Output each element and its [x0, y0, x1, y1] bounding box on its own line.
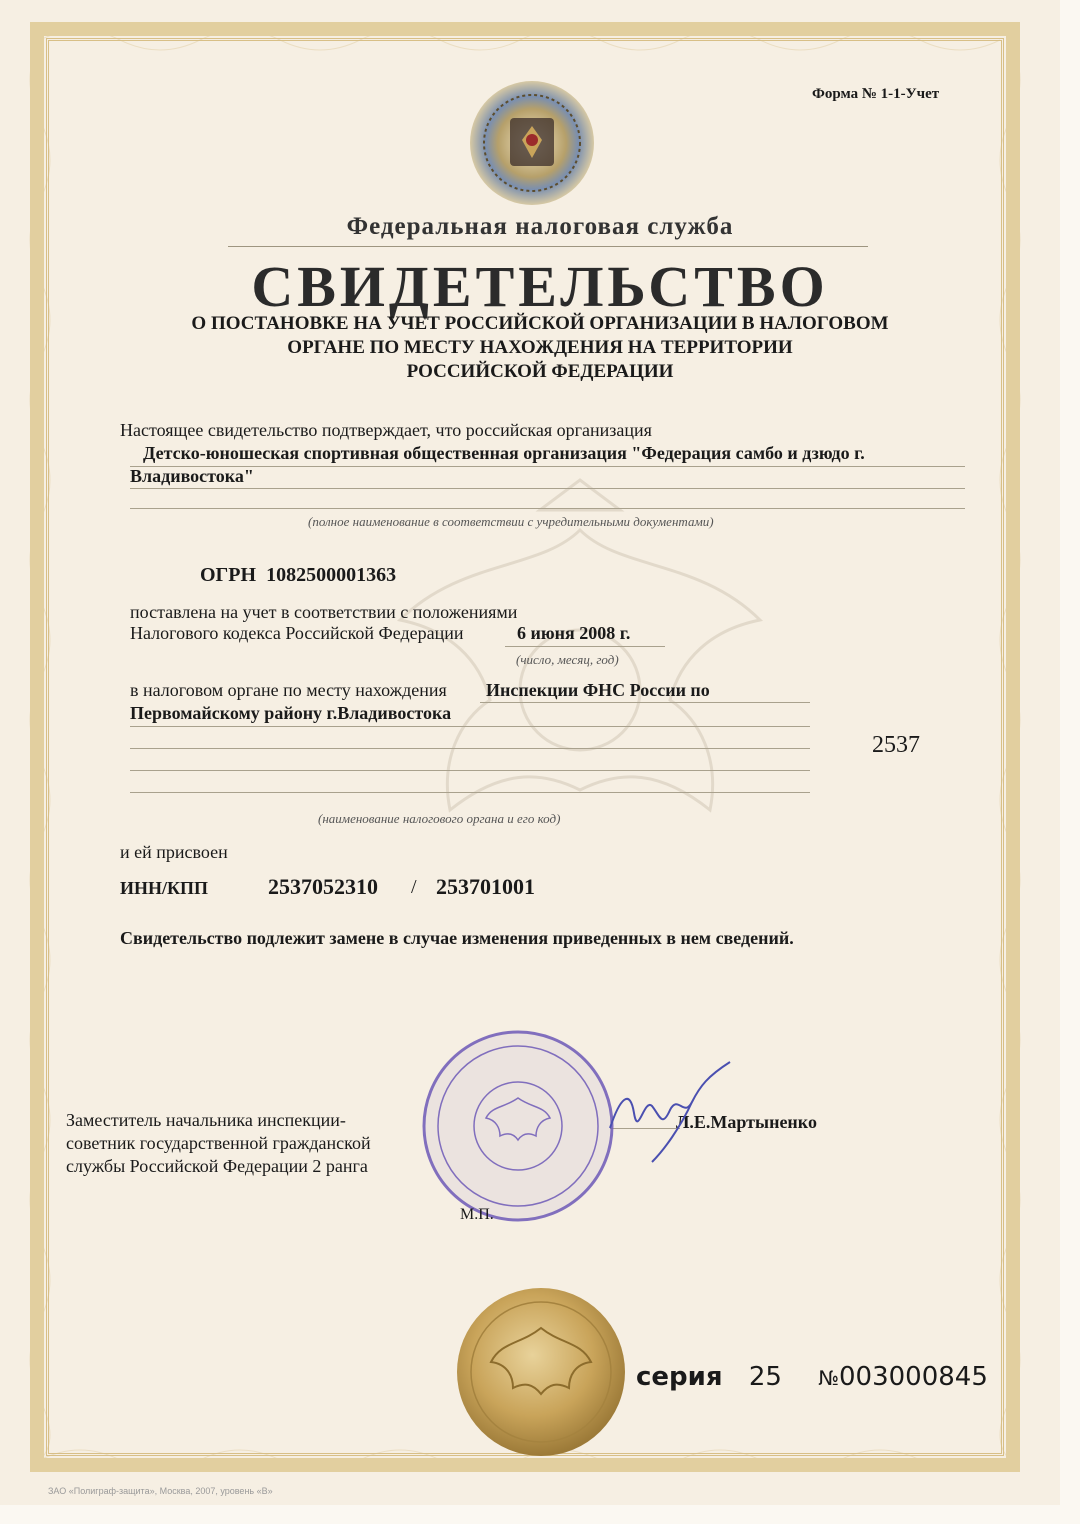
registration-date: 6 июня 2008 г.	[517, 623, 631, 643]
organization-name-line1: Детско-юношеская спортивная общественная организация "Федерация самбо и дзюдо г.	[143, 443, 865, 463]
series-label: серия	[636, 1362, 723, 1392]
hologram-emblem-icon	[467, 78, 597, 208]
gold-seal-icon	[455, 1286, 627, 1458]
underline	[505, 646, 665, 647]
inn-kpp-separator: /	[411, 876, 417, 898]
underline	[480, 702, 810, 703]
blank-series-number	[636, 1362, 988, 1392]
intro-text: Настоящее свидетельство подтверждает, что российская организация	[120, 420, 652, 440]
ogrn-value: 1082500001363	[266, 564, 397, 586]
form-number: Форма № 1-1-Учет	[812, 86, 940, 102]
official-stamp-icon	[420, 1028, 616, 1224]
registered-text: поставлена на учет в соответствии с положениями	[130, 602, 518, 622]
underline	[130, 488, 965, 489]
underline	[130, 508, 965, 509]
authority-name-line2: Первомайскому району г.Владивостока	[130, 703, 452, 723]
underline	[130, 466, 965, 467]
authority-prefix: в налоговом органе по месту нахождения	[130, 680, 447, 700]
tax-code-text: Налогового кодекса Российской Федерации	[130, 623, 464, 643]
authority-caption: (наименование налогового органа и его код)	[318, 811, 561, 826]
subtitle-line: ОРГАНЕ ПО МЕСТУ НАХОЖДЕНИЯ НА ТЕРРИТОРИИ	[287, 337, 793, 358]
printer-note: ЗАО «Полиграф-защита», Москва, 2007, уровень «В»	[48, 1486, 273, 1496]
certificate-subtitle	[0, 312, 1080, 384]
kpp-value: 253701001	[436, 874, 535, 899]
authority-code: 2537	[872, 732, 920, 758]
title-divider	[228, 246, 868, 247]
blank-number: 003000845	[839, 1362, 988, 1392]
organization-name-line2: Владивостока"	[130, 466, 254, 486]
underline	[130, 792, 810, 793]
date-caption: (число, месяц, год)	[516, 652, 619, 667]
underline	[130, 726, 810, 727]
signer-position-line2: советник государственной гражданской	[66, 1133, 371, 1153]
assigned-text: и ей присвоен	[120, 842, 228, 862]
ogrn-row	[200, 564, 396, 587]
organization-name-caption: (полное наименование в соответствии с учредительными документами)	[308, 514, 714, 529]
certificate-title: СВИДЕТЕЛЬСТВО	[251, 254, 829, 319]
underline	[130, 748, 810, 749]
replacement-notice: Свидетельство подлежит замене в случае изменения приведенных в нем сведений.	[120, 928, 794, 948]
number-sign: №	[818, 1366, 840, 1390]
inn-kpp-label: ИНН/КПП	[120, 878, 209, 898]
subtitle-line: РОССИЙСКОЙ ФЕДЕРАЦИИ	[406, 361, 674, 382]
ogrn-label: ОГРН	[200, 564, 257, 586]
service-name: Федеральная налоговая служба	[346, 213, 734, 240]
signer-name: Л.Е.Мартыненко	[676, 1112, 817, 1132]
stamp-place-label: М.П.	[460, 1206, 494, 1223]
inn-value: 2537052310	[268, 874, 378, 899]
subtitle-line: О ПОСТАНОВКЕ НА УЧЕТ РОССИЙСКОЙ ОРГАНИЗАЦИИ В НАЛОГОВОМ	[191, 313, 889, 334]
signer-position-line1: Заместитель начальника инспекции-	[66, 1110, 346, 1130]
handwritten-signature-icon	[600, 1058, 750, 1168]
series-value: 25	[748, 1362, 782, 1392]
underline	[130, 770, 810, 771]
signer-position-line3: службы Российской Федерации 2 ранга	[66, 1156, 368, 1176]
authority-name-line1: Инспекции ФНС России по	[486, 680, 710, 700]
